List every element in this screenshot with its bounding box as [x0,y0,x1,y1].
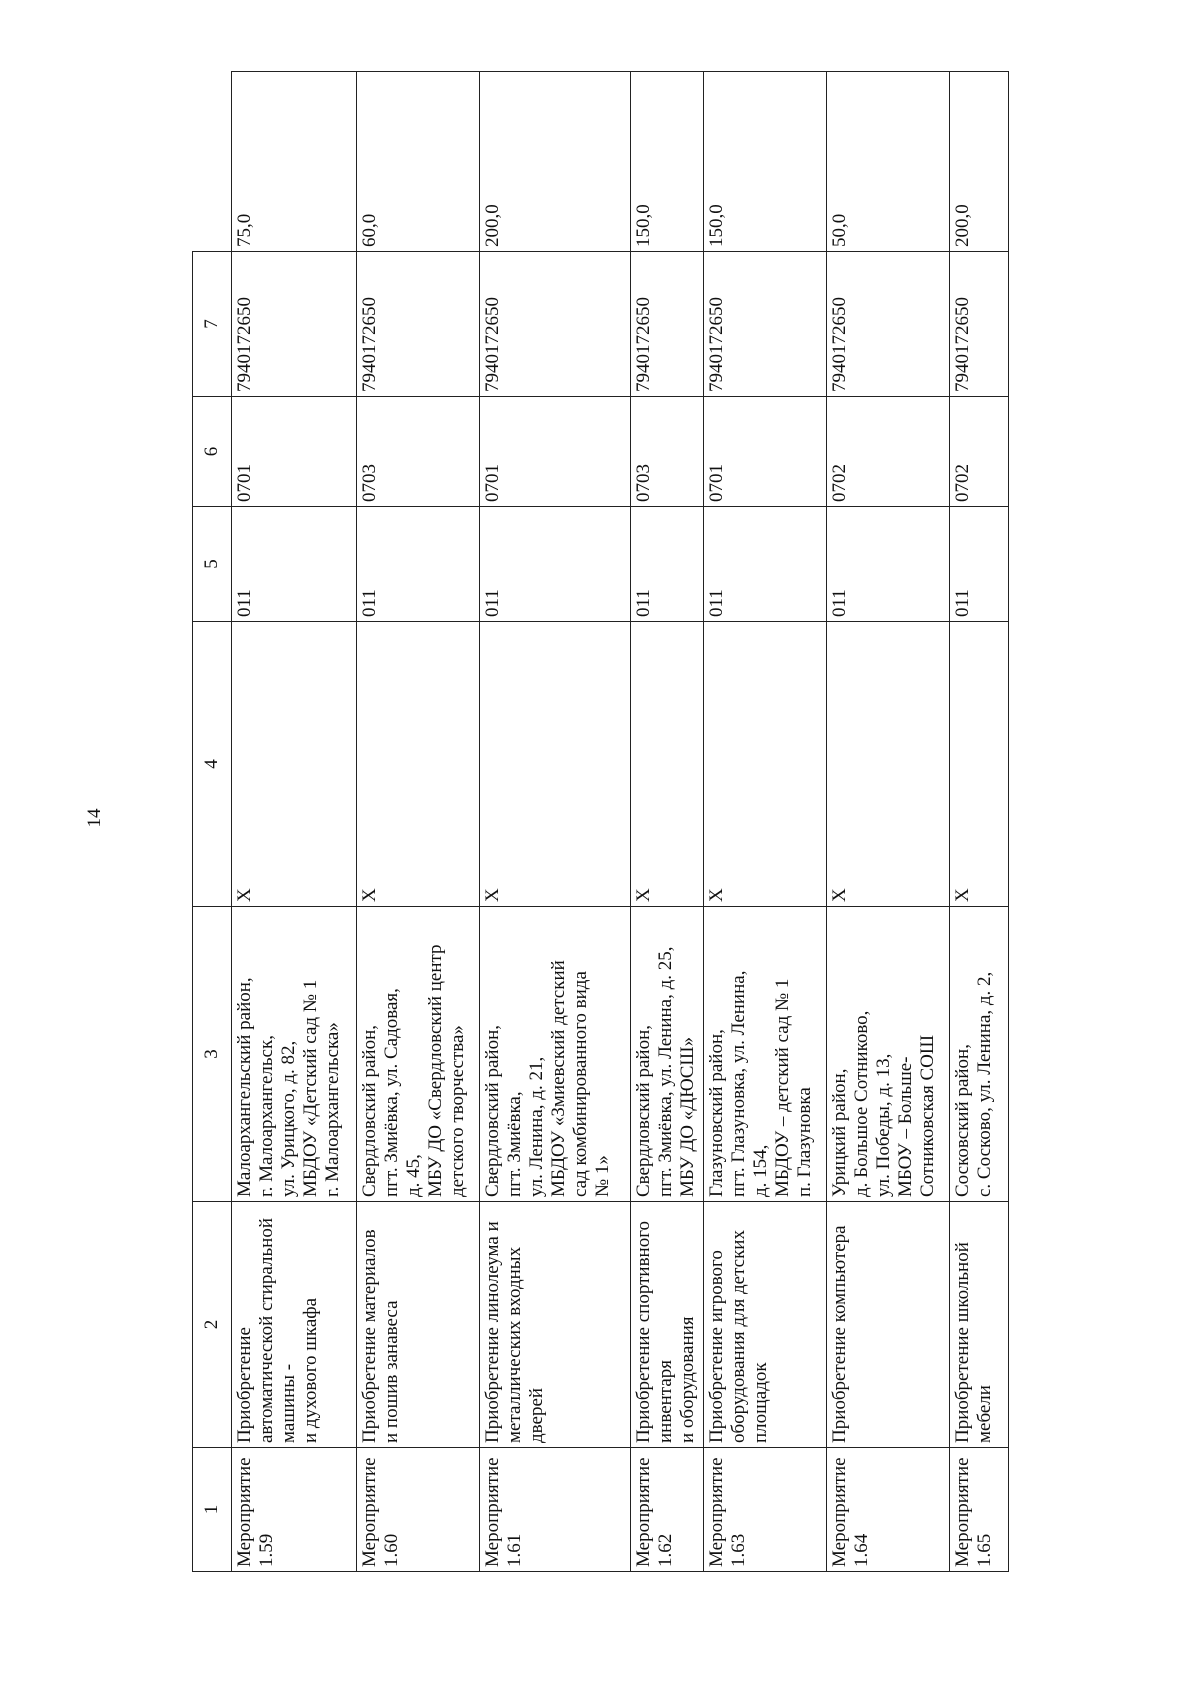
cell-line: 1.65 [974,1533,995,1567]
cell-line: Мероприятие [706,1457,727,1567]
cell-line: площадок [750,1362,771,1443]
cell-line: Приобретение компьютера [829,1225,850,1443]
event-cell [631,1448,704,1572]
cell-line: д. 154, [750,1144,771,1197]
column-header: 7 [193,252,232,397]
cell-line: г. Малоархангельск, [256,1035,277,1197]
cell-line: и пошив занавеса [381,1300,402,1443]
amount-cell: 60,0 [357,72,480,252]
cell-line: автоматической стиральной [256,1218,277,1443]
cell-line: Приобретение школьной [952,1242,973,1443]
description-cell [704,1202,827,1448]
address-cell [631,907,704,1202]
section-cell: 0702 [827,397,950,507]
table-row [950,72,1009,1572]
section-cell: 0701 [480,397,631,507]
cell-line: Мероприятие [482,1457,503,1567]
code-cell: 011 [631,507,704,622]
address-cell [704,907,827,1202]
mark-cell: Х [704,622,827,907]
cell-line: Глазуновский район, [706,1029,727,1197]
cell-line: № 1» [592,1155,613,1197]
mark-cell: Х [631,622,704,907]
cell-line: Свердловский район, [482,1025,503,1197]
section-cell: 0701 [704,397,827,507]
cell-line: сад комбинированного вида [570,971,591,1197]
page-number: 14 [84,808,105,828]
address-cell [232,907,357,1202]
table-row [480,72,631,1572]
code-cell: 011 [704,507,827,622]
section-cell: 0702 [950,397,1009,507]
address-cell [950,907,1009,1202]
cell-line: Мероприятие [952,1457,973,1567]
amount-cell: 75,0 [232,72,357,252]
target-article-cell: 7940172650 [950,252,1009,397]
cell-line: пгт. Змиёвка, ул. Ленина, д. 25, [655,946,676,1197]
column-header: 2 [193,1202,232,1448]
rotated-table-container [192,72,1062,1572]
cell-line: 1.63 [728,1533,749,1567]
cell-line: п. Глазуновка [794,1087,815,1197]
cell-line: и духового шкафа [300,1297,321,1443]
table-row [232,72,357,1572]
cell-line: детского творчества» [447,1025,468,1197]
description-cell [631,1202,704,1448]
cell-line: МБДОУ «Змиевский детский [548,960,569,1197]
target-article-cell: 7940172650 [357,252,480,397]
mark-cell: Х [357,622,480,907]
cell-line: инвентаря [655,1359,676,1443]
section-cell: 0701 [232,397,357,507]
mark-cell: Х [950,622,1009,907]
cell-line: Приобретение игрового [706,1250,727,1443]
cell-line: ул. Урицкого, д. 82, [278,1040,299,1197]
cell-line: 1.64 [851,1533,872,1567]
code-cell: 011 [950,507,1009,622]
cell-line: 1.61 [504,1533,525,1567]
cell-line: 1.60 [381,1533,402,1567]
event-cell [357,1448,480,1572]
budget-table [192,71,1009,1572]
table-row [357,72,480,1572]
cell-line: Свердловский район, [359,1025,380,1197]
section-cell: 0703 [631,397,704,507]
cell-line: пгт. Глазуновка, ул. Ленина, [728,970,749,1197]
target-article-cell: 7940172650 [480,252,631,397]
description-cell [357,1202,480,1448]
mark-cell: Х [232,622,357,907]
address-cell [357,907,480,1202]
cell-line: МБУ ДО «ДЮСШ» [677,1036,698,1197]
cell-line: Малоархангельский район, [234,977,255,1197]
cell-line: МБДОУ «Детский сад № 1 [300,979,321,1197]
event-cell [480,1448,631,1572]
column-header: 1 [193,1448,232,1572]
cell-line: дверей [526,1387,547,1443]
target-article-cell: 7940172650 [704,252,827,397]
code-cell: 011 [480,507,631,622]
cell-line: пгт. Змиёвка, ул. Садовая, [381,988,402,1197]
event-cell [950,1448,1009,1572]
cell-line: мебели [974,1385,995,1443]
table-row [631,72,704,1572]
address-cell [480,907,631,1202]
cell-line: Мероприятие [633,1457,654,1567]
cell-line: МБУ ДО «Свердловский центр [425,944,446,1197]
code-cell: 011 [827,507,950,622]
cell-line: оборудования для детских [728,1230,749,1443]
cell-line: Приобретение материалов [359,1229,380,1443]
amount-cell: 200,0 [480,72,631,252]
cell-line: Приобретение [234,1327,255,1443]
cell-line: д. 45, [403,1154,424,1197]
mark-cell: Х [827,622,950,907]
cell-line: Мероприятие [234,1457,255,1567]
description-cell [232,1202,357,1448]
cell-line: МБОУ – Больше- [895,1056,916,1197]
cell-line: Мероприятие [359,1457,380,1567]
target-article-cell: 7940172650 [827,252,950,397]
code-cell: 011 [232,507,357,622]
cell-line: Мероприятие [829,1457,850,1567]
table-header-row [193,72,232,1572]
cell-line: пгт. Змиёвка, [504,1091,525,1197]
event-cell [827,1448,950,1572]
cell-line: ул. Победы, д. 13, [873,1053,894,1197]
cell-line: 1.59 [256,1533,277,1567]
cell-line: г. Малоархангельска» [322,1022,343,1197]
amount-cell: 200,0 [950,72,1009,252]
amount-cell: 50,0 [827,72,950,252]
mark-cell: Х [480,622,631,907]
cell-line: МБДОУ – детский сад № 1 [772,978,793,1197]
description-cell [827,1202,950,1448]
target-article-cell: 7940172650 [631,252,704,397]
code-cell: 011 [357,507,480,622]
section-cell: 0703 [357,397,480,507]
address-cell [827,907,950,1202]
cell-line: ул. Ленина, д. 21, [526,1056,547,1197]
cell-line: Сотниковская СОШ [917,1034,938,1197]
amount-cell: 150,0 [631,72,704,252]
cell-line: машины - [278,1363,299,1443]
cell-line: Приобретение линолеума и [482,1221,503,1443]
table-row [827,72,950,1572]
description-cell [480,1202,631,1448]
cell-line: д. Большое Сотниково, [851,1010,872,1197]
column-header: 3 [193,907,232,1202]
cell-line: Урицкий район, [829,1068,850,1197]
amount-cell: 150,0 [704,72,827,252]
event-cell [232,1448,357,1572]
cell-line: 1.62 [655,1533,676,1567]
cell-line: и оборудования [677,1316,698,1443]
table-row [704,72,827,1572]
cell-line: металлических входных [504,1246,525,1443]
cell-line: Свердловский район, [633,1025,654,1197]
column-header: 5 [193,507,232,622]
event-cell [704,1448,827,1572]
target-article-cell: 7940172650 [232,252,357,397]
cell-line: Приобретение спортивного [633,1220,654,1443]
cell-line: с. Сосково, ул. Ленина, д. 2, [974,971,995,1197]
cell-line: Сосковский район, [952,1044,973,1197]
column-header: 4 [193,622,232,907]
column-header: 6 [193,397,232,507]
description-cell [950,1202,1009,1448]
